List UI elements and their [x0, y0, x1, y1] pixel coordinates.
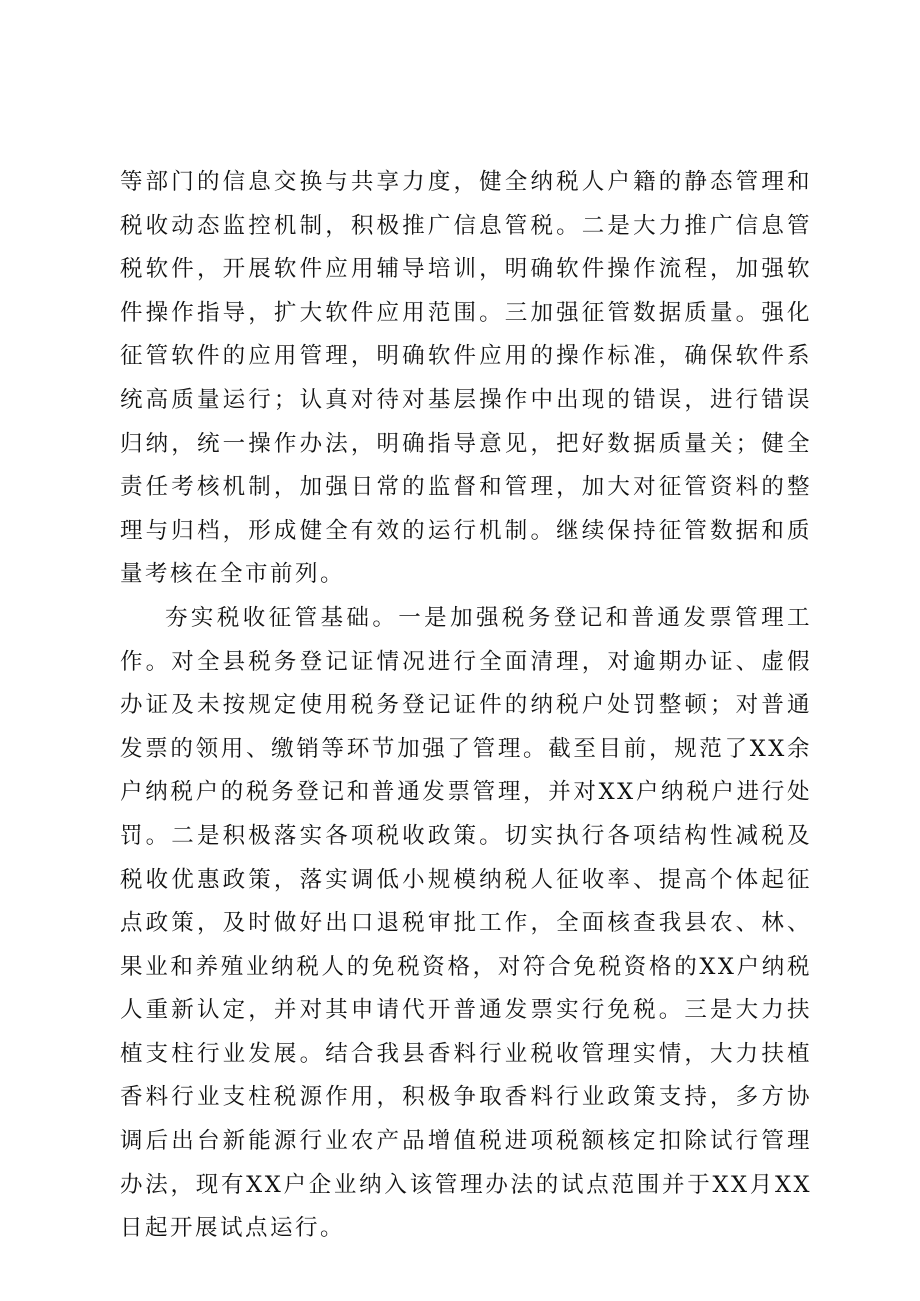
document-body [120, 161, 812, 1251]
paragraph-continued: 等部门的信息交换与共享力度，健全纳税人户籍的静态管理和税收动态监控机制，积极推广信息管税。二是大力推广信息管税软件，开展软件应用辅导培训，明确软件操作流程，加强软件操作指导，扩大软件应用范围。三加强征管数据质量。强化征管软件的应用管理，明确软件应用的操作标准，确保软件系统高质量运行；认真对待对基层操作中出现的错误，进行错误归纳，统一操作办法，明确指导意见，把好数据质量关；健全责任考核机制，加强日常的监督和管理，加大对征管资料的整理与归档，形成健全有效的运行机制。继续保持征管数据和质量考核在全市前列。 [120, 169, 812, 588]
paragraph-tax-collection-foundation: 夯实税收征管基础。一是加强税务登记和普通发票管理工作。对全县税务登记证情况进行全面清理，对逾期办证、虚假办证及未按规定使用税务登记证件的纳税户处罚整顿；对普通发票的领用、缴销等环节加强了管理。截至目前，规范了XX余户纳税户的税务登记和普通发票管理，并对XX户纳税户进行处罚。二是积极落实各项税收政策。切实执行各项结构性减税及税收优惠政策，落实调低小规模纳税人征收率、提高个体起征点政策，及时做好出口退税审批工作，全面核查我县农、林、果业和养殖业纳税人的免税资格，对符合免税资格的XX户纳税人重新认定，并对其申请代开普通发票实行免税。三是大力扶植支柱行业发展。结合我县香料行业税收管理实情，大力扶植香料行业支柱税源作用，积极争取香料行业政策支持，多方协调后出台新能源行业农产品增值税进项税额核定扣除试行管理办法，现有XX户企业纳入该管理办法的试点范围并于XX月XX日起开展试点运行。 [120, 604, 812, 1242]
